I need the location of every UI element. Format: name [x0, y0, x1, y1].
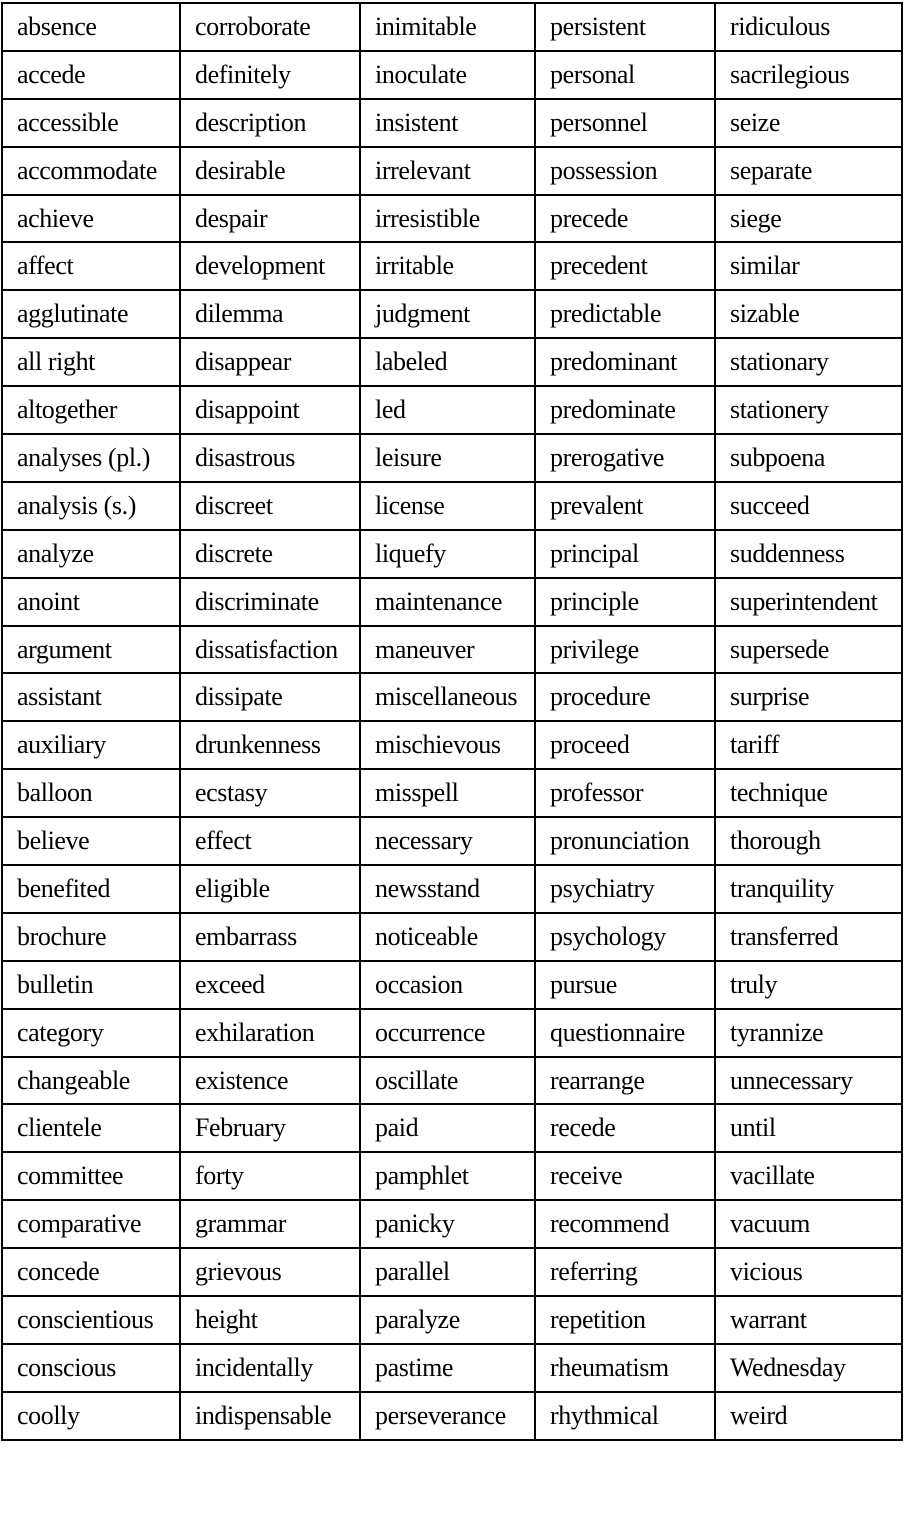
table-row — [2, 338, 902, 386]
table-row — [2, 195, 902, 243]
table-cell: separate — [715, 147, 902, 195]
table-cell: predominant — [535, 338, 715, 386]
table-cell: proceed — [535, 721, 715, 769]
table-cell: stationery — [715, 386, 902, 434]
table-cell: similar — [715, 242, 902, 290]
table-cell: inoculate — [360, 51, 535, 99]
table-row — [2, 769, 902, 817]
table-row — [2, 1104, 902, 1152]
table-cell: thorough — [715, 817, 902, 865]
table-cell: paralyze — [360, 1296, 535, 1344]
table-cell: misspell — [360, 769, 535, 817]
table-cell: principal — [535, 530, 715, 578]
table-cell: corroborate — [180, 3, 360, 51]
table-cell: license — [360, 482, 535, 530]
table-cell: occasion — [360, 961, 535, 1009]
table-cell: desirable — [180, 147, 360, 195]
table-cell: assistant — [2, 673, 180, 721]
table-cell: referring — [535, 1248, 715, 1296]
table-cell: all right — [2, 338, 180, 386]
table-cell: subpoena — [715, 434, 902, 482]
table-cell: committee — [2, 1152, 180, 1200]
table-cell: tariff — [715, 721, 902, 769]
table-cell: miscellaneous — [360, 673, 535, 721]
table-cell: personnel — [535, 99, 715, 147]
table-cell: led — [360, 386, 535, 434]
table-cell: Wednesday — [715, 1344, 902, 1392]
table-cell: dilemma — [180, 290, 360, 338]
table-cell: irresistible — [360, 195, 535, 243]
table-cell: embarrass — [180, 913, 360, 961]
table-cell: conscientious — [2, 1296, 180, 1344]
table-row — [2, 1057, 902, 1105]
table-cell: indispensable — [180, 1392, 360, 1440]
table-cell: predictable — [535, 290, 715, 338]
table-cell: pamphlet — [360, 1152, 535, 1200]
table-row — [2, 530, 902, 578]
table-cell: prevalent — [535, 482, 715, 530]
table-cell: predominate — [535, 386, 715, 434]
table-cell: dissatisfaction — [180, 626, 360, 674]
table-cell: siege — [715, 195, 902, 243]
table-cell: anoint — [2, 578, 180, 626]
table-row — [2, 913, 902, 961]
table-cell: personal — [535, 51, 715, 99]
table-row — [2, 817, 902, 865]
table-cell: category — [2, 1009, 180, 1057]
table-cell: bulletin — [2, 961, 180, 1009]
table-cell: altogether — [2, 386, 180, 434]
table-cell: panicky — [360, 1200, 535, 1248]
table-cell: truly — [715, 961, 902, 1009]
table-cell: stationary — [715, 338, 902, 386]
table-cell: weird — [715, 1392, 902, 1440]
table-cell: unnecessary — [715, 1057, 902, 1105]
table-cell: February — [180, 1104, 360, 1152]
table-cell: vicious — [715, 1248, 902, 1296]
table-cell: suddenness — [715, 530, 902, 578]
table-cell: prerogative — [535, 434, 715, 482]
table-cell: procedure — [535, 673, 715, 721]
table-cell: analyze — [2, 530, 180, 578]
table-cell: psychology — [535, 913, 715, 961]
table-cell: necessary — [360, 817, 535, 865]
table-cell: ridiculous — [715, 3, 902, 51]
table-cell: incidentally — [180, 1344, 360, 1392]
table-cell: grammar — [180, 1200, 360, 1248]
table-cell: disappear — [180, 338, 360, 386]
table-cell: insistent — [360, 99, 535, 147]
table-cell: discreet — [180, 482, 360, 530]
table-cell: sacrilegious — [715, 51, 902, 99]
table-cell: pastime — [360, 1344, 535, 1392]
table-cell: affect — [2, 242, 180, 290]
table-cell: succeed — [715, 482, 902, 530]
table-row — [2, 147, 902, 195]
table-cell: exhilaration — [180, 1009, 360, 1057]
table-cell: judgment — [360, 290, 535, 338]
table-cell: precede — [535, 195, 715, 243]
table-cell: professor — [535, 769, 715, 817]
table-cell: vacillate — [715, 1152, 902, 1200]
table-cell: until — [715, 1104, 902, 1152]
table-cell: grievous — [180, 1248, 360, 1296]
table-cell: accede — [2, 51, 180, 99]
table-cell: rhythmical — [535, 1392, 715, 1440]
table-row — [2, 1248, 902, 1296]
table-cell: leisure — [360, 434, 535, 482]
table-cell: tranquility — [715, 865, 902, 913]
table-cell: technique — [715, 769, 902, 817]
table-cell: superintendent — [715, 578, 902, 626]
table-row — [2, 386, 902, 434]
table-cell: newsstand — [360, 865, 535, 913]
table-cell: repetition — [535, 1296, 715, 1344]
table-row — [2, 626, 902, 674]
table-cell: conscious — [2, 1344, 180, 1392]
table-cell: argument — [2, 626, 180, 674]
table-cell: drunkenness — [180, 721, 360, 769]
table-cell: existence — [180, 1057, 360, 1105]
table-cell: privilege — [535, 626, 715, 674]
table-cell: surprise — [715, 673, 902, 721]
table-row — [2, 3, 902, 51]
table-cell: discriminate — [180, 578, 360, 626]
table-cell: ecstasy — [180, 769, 360, 817]
table-cell: comparative — [2, 1200, 180, 1248]
table-cell: inimitable — [360, 3, 535, 51]
table-cell: accessible — [2, 99, 180, 147]
table-cell: occurrence — [360, 1009, 535, 1057]
table-cell: possession — [535, 147, 715, 195]
table-cell: changeable — [2, 1057, 180, 1105]
table-row — [2, 99, 902, 147]
table-cell: warrant — [715, 1296, 902, 1344]
table-cell: maneuver — [360, 626, 535, 674]
table-cell: auxiliary — [2, 721, 180, 769]
table-cell: paid — [360, 1104, 535, 1152]
table-cell: forty — [180, 1152, 360, 1200]
table-row — [2, 673, 902, 721]
table-cell: disastrous — [180, 434, 360, 482]
table-cell: irrelevant — [360, 147, 535, 195]
table-cell: psychiatry — [535, 865, 715, 913]
table-cell: rheumatism — [535, 1344, 715, 1392]
table-row — [2, 51, 902, 99]
table-cell: accommodate — [2, 147, 180, 195]
table-cell: labeled — [360, 338, 535, 386]
table-cell: agglutinate — [2, 290, 180, 338]
table-cell: seize — [715, 99, 902, 147]
table-row — [2, 242, 902, 290]
table-row — [2, 721, 902, 769]
table-cell: definitely — [180, 51, 360, 99]
word-table-body — [2, 3, 902, 1440]
table-cell: noticeable — [360, 913, 535, 961]
table-cell: concede — [2, 1248, 180, 1296]
table-cell: supersede — [715, 626, 902, 674]
table-cell: pursue — [535, 961, 715, 1009]
table-cell: vacuum — [715, 1200, 902, 1248]
table-row — [2, 290, 902, 338]
table-cell: rearrange — [535, 1057, 715, 1105]
table-row — [2, 865, 902, 913]
table-cell: oscillate — [360, 1057, 535, 1105]
table-row — [2, 578, 902, 626]
table-cell: believe — [2, 817, 180, 865]
table-row — [2, 482, 902, 530]
table-cell: achieve — [2, 195, 180, 243]
table-cell: mischievous — [360, 721, 535, 769]
table-cell: persistent — [535, 3, 715, 51]
table-cell: benefited — [2, 865, 180, 913]
table-cell: brochure — [2, 913, 180, 961]
table-cell: height — [180, 1296, 360, 1344]
table-row — [2, 961, 902, 1009]
table-cell: analysis (s.) — [2, 482, 180, 530]
table-cell: maintenance — [360, 578, 535, 626]
table-row — [2, 1296, 902, 1344]
table-cell: clientele — [2, 1104, 180, 1152]
table-cell: sizable — [715, 290, 902, 338]
table-cell: balloon — [2, 769, 180, 817]
table-cell: disappoint — [180, 386, 360, 434]
table-cell: parallel — [360, 1248, 535, 1296]
table-cell: questionnaire — [535, 1009, 715, 1057]
word-table — [1, 2, 903, 1441]
table-cell: perseverance — [360, 1392, 535, 1440]
table-cell: development — [180, 242, 360, 290]
table-cell: absence — [2, 3, 180, 51]
table-row — [2, 1200, 902, 1248]
table-cell: receive — [535, 1152, 715, 1200]
table-cell: tyrannize — [715, 1009, 902, 1057]
table-cell: eligible — [180, 865, 360, 913]
table-cell: effect — [180, 817, 360, 865]
table-cell: despair — [180, 195, 360, 243]
table-row — [2, 1152, 902, 1200]
table-cell: analyses (pl.) — [2, 434, 180, 482]
table-cell: discrete — [180, 530, 360, 578]
table-row — [2, 1392, 902, 1440]
table-row — [2, 1344, 902, 1392]
table-cell: recommend — [535, 1200, 715, 1248]
table-cell: principle — [535, 578, 715, 626]
table-cell: precedent — [535, 242, 715, 290]
table-cell: coolly — [2, 1392, 180, 1440]
table-cell: liquefy — [360, 530, 535, 578]
table-cell: irritable — [360, 242, 535, 290]
table-cell: recede — [535, 1104, 715, 1152]
table-row — [2, 434, 902, 482]
table-cell: transferred — [715, 913, 902, 961]
table-cell: exceed — [180, 961, 360, 1009]
table-row — [2, 1009, 902, 1057]
table-cell: pronunciation — [535, 817, 715, 865]
table-cell: dissipate — [180, 673, 360, 721]
table-cell: description — [180, 99, 360, 147]
